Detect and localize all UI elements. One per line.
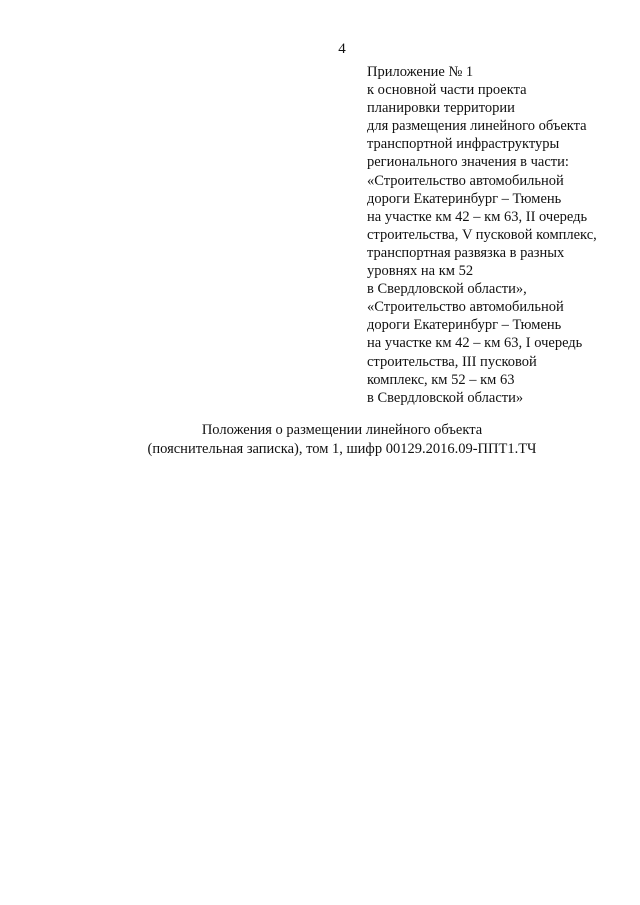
- appendix-line: строительства, III пусковой: [367, 353, 537, 370]
- appendix-line: комплекс, км 52 – км 63: [367, 371, 515, 388]
- appendix-line: «Строительство автомобильной: [367, 299, 564, 316]
- appendix-line: «Строительство автомобильной: [367, 172, 564, 189]
- appendix-line: дороги Екатеринбург – Тюмень: [367, 190, 562, 207]
- appendix-line: транспортной инфраструктуры: [367, 136, 560, 153]
- appendix-line: дороги Екатеринбург – Тюмень: [367, 317, 562, 334]
- appendix-line: строительства, V пусковой комплекс,: [367, 226, 597, 243]
- appendix-line: на участке км 42 – км 63, II очередь: [367, 208, 588, 225]
- appendix-line: в Свердловской области»: [367, 389, 524, 406]
- appendix-header: [367, 63, 627, 407]
- appendix-line: в Свердловской области»,: [367, 281, 527, 298]
- appendix-line: уровнях на км 52: [367, 263, 474, 280]
- caption-subtitle: (пояснительная записка), том 1, шифр 00129.2016.09-ППТ1.ТЧ: [147, 440, 537, 457]
- appendix-line: транспортная развязка в разных: [367, 244, 565, 261]
- appendix-line: на участке км 42 – км 63, I очередь: [367, 335, 583, 352]
- appendix-line: планировки территории: [367, 100, 515, 117]
- appendix-line: к основной части проекта: [367, 82, 527, 99]
- appendix-line: регионального значения в части:: [367, 154, 569, 171]
- document-caption: [0, 421, 640, 458]
- appendix-line: Приложение № 1: [367, 64, 474, 80]
- caption-title: Положения о размещении линейного объекта: [201, 422, 483, 438]
- appendix-line: для размещения линейного объекта: [367, 118, 587, 135]
- page-number: 4: [338, 41, 346, 57]
